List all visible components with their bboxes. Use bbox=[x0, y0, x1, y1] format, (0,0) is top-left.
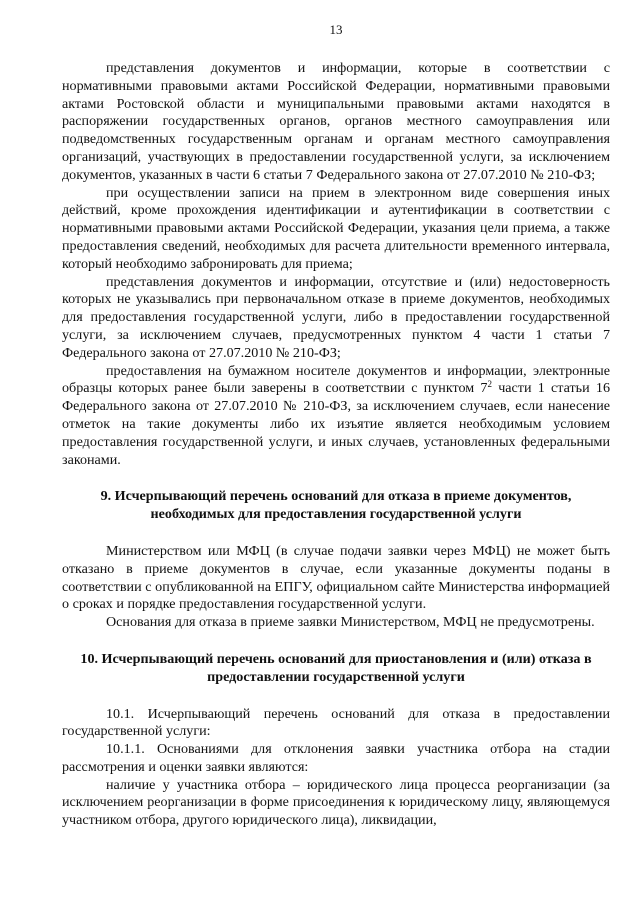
paragraph-paper-documents-end: части 1 статьи 16 Федерального закона от 27.07.2010 № 210-ФЗ, за исключением случаев, если нанесение отметок на такие документы либо их изъятие является необходимым условием предоставления государственной услуги, и иных случаев, установленных федеральными законами. bbox=[62, 380, 610, 468]
paragraph-10-1: 10.1. Исчерпывающий перечень оснований для отказа в предоставлении государственной услуги: bbox=[62, 705, 610, 740]
paragraph-electronic-appointment: при осуществлении записи на прием в электронном виде совершения иных действий, кроме прохождения идентификации и аутентификации в соответствии с нормативными правовыми актами Российской Федерации, указания цели приема, а также предоставления сведений, необходимых для расчета длительности временного интервала, который необходимо забронировать для приема; bbox=[62, 184, 610, 272]
paragraph-reorganization: наличие у участника отбора – юридического лица процесса реорганизации (за исключением реорганизации в форме присоединения к юридическому лицу, являющемуся участником отбора, другого юридического лица), ликвидации, bbox=[62, 776, 610, 829]
paragraph-10-1-1: 10.1.1. Основаниями для отклонения заявки участника отбора на стадии рассмотрения и оценки заявки являются: bbox=[62, 741, 610, 775]
paragraph-documents-in-authority: представления документов и информации, которые в соответствии с нормативными правовыми актами Российской Федерации, нормативными правовыми актами Ростовской области и муниципальными правовыми актами находятся в распоряжении государственных органов, органов местного самоуправления или подведомственных государственным органам и органам местного самоуправления организаций, участвующих в предоставлении государственной услуги, за исключением документов, указанных в части 6 статьи 7 Федерального закона от 27.07.2010 № 210-ФЗ; bbox=[62, 60, 610, 183]
paragraph-no-refusal: Министерством или МФЦ (в случае подачи заявки через МФЦ) не может быть отказано в приеме документов в случае, если указанные документы поданы в соответствии с опубликованной на ЕПГУ, официальном сайте Министерства информацией о сроках и порядке предоставления государственной услуги. bbox=[62, 542, 610, 613]
superscript-2: 2 bbox=[487, 379, 492, 390]
section-heading-10: 10. Исчерпывающий перечень оснований для приостановления и (или) отказа в предоставлении государственной услуги bbox=[80, 650, 592, 685]
paragraph-paper-documents-start: предоставления на бумажном носителе документов и информации, электронные образцы которых ранее были заверены в соответствии с пунктом 7 bbox=[62, 362, 610, 397]
paragraph-no-grounds: Основания для отказа в приеме заявки Министерством, МФЦ не предусмотрены. bbox=[106, 614, 595, 631]
paragraph-paper-documents bbox=[62, 363, 610, 470]
section-heading-9: 9. Исчерпывающий перечень оснований для отказа в приеме документов, необходимых для предоставления государственной услуги bbox=[100, 488, 572, 523]
page-number: 13 bbox=[329, 22, 343, 37]
paragraph-unreported-deficiencies: представления документов и информации, отсутствие и (или) недостоверность которых не указывались при первоначальном отказе в приеме документов, необходимых для предоставления государственной услуги, либо в предоставлении государственной услуги, за исключением случаев, предусмотренных пунктом 4 части 1 статьи 7 Федерального закона от 27.07.2010 № 210-ФЗ; bbox=[62, 273, 610, 361]
document-body bbox=[62, 60, 610, 830]
